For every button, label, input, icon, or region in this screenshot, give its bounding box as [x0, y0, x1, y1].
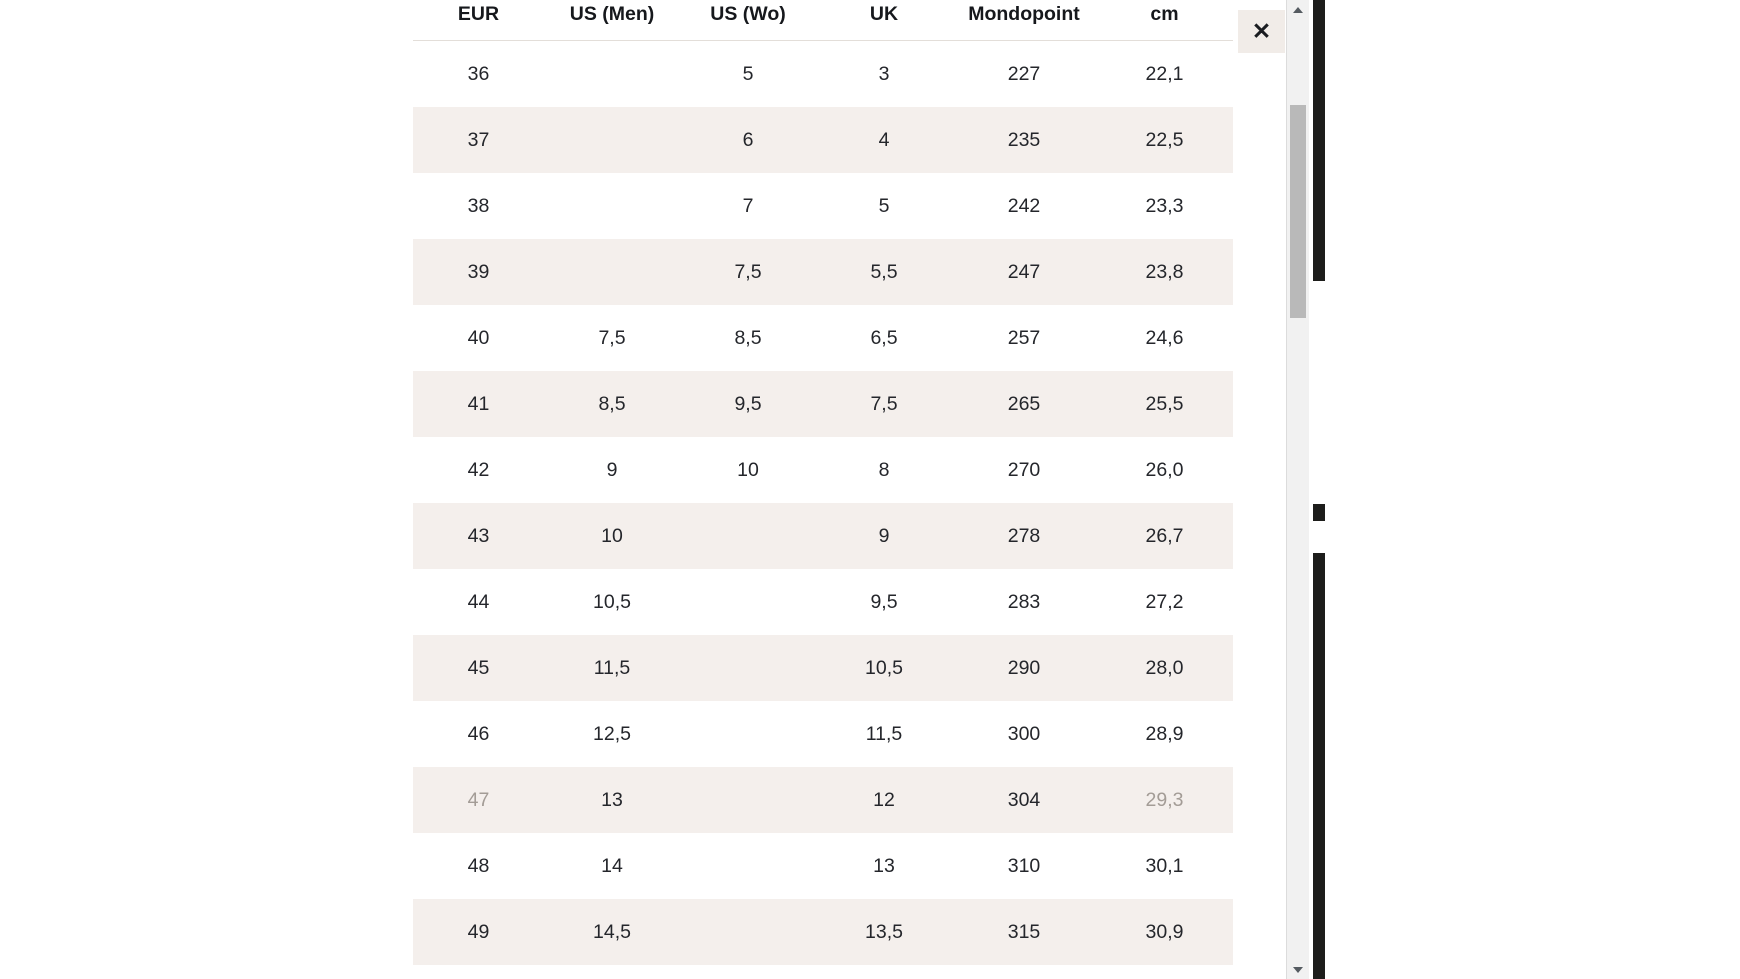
cell-eur: 48	[413, 833, 544, 899]
cell-cm: 22,1	[1096, 41, 1233, 108]
table-row	[413, 305, 1233, 371]
column-header-eur: EUR	[413, 0, 544, 41]
cell-us-men	[544, 107, 680, 173]
cell-uk: 12	[816, 767, 952, 833]
table-row	[413, 437, 1233, 503]
cell-us-men: 12,5	[544, 701, 680, 767]
cell-mondopoint: 257	[952, 305, 1096, 371]
table-row	[413, 173, 1233, 239]
page-background-right	[1313, 0, 1740, 979]
cell-us-men: 7,5	[544, 305, 680, 371]
close-dialog-button[interactable]	[1238, 10, 1285, 53]
cell-cm: 23,3	[1096, 173, 1233, 239]
cell-mondopoint: 304	[952, 767, 1096, 833]
table-row	[413, 239, 1233, 305]
cell-mondopoint: 278	[952, 503, 1096, 569]
cell-us-women: 10	[680, 437, 816, 503]
cell-us-men: 8,5	[544, 371, 680, 437]
cell-mondopoint: 270	[952, 437, 1096, 503]
table-row	[413, 503, 1233, 569]
cell-us-women: 9,5	[680, 371, 816, 437]
cell-eur: 40	[413, 305, 544, 371]
cell-uk: 9	[816, 503, 952, 569]
scroll-up-arrow-icon[interactable]	[1287, 0, 1309, 19]
cell-eur: 43	[413, 503, 544, 569]
cell-mondopoint: 227	[952, 41, 1096, 108]
cell-us-women: 5	[680, 41, 816, 108]
dialog-scrollbar[interactable]	[1286, 0, 1309, 979]
column-header-mondopoint: Mondopoint	[952, 0, 1096, 41]
cell-uk: 7,5	[816, 371, 952, 437]
cell-uk: 13	[816, 833, 952, 899]
table-header	[413, 0, 1233, 41]
cell-uk: 5	[816, 173, 952, 239]
cell-cm: 26,7	[1096, 503, 1233, 569]
scrollbar-thumb[interactable]	[1290, 105, 1306, 318]
cell-eur: 45	[413, 635, 544, 701]
cell-mondopoint: 265	[952, 371, 1096, 437]
cell-cm: 25,5	[1096, 371, 1233, 437]
size-chart-table-container	[413, 0, 1233, 965]
cell-mondopoint: 290	[952, 635, 1096, 701]
column-header-uk: UK	[816, 0, 952, 41]
cell-cm: 30,9	[1096, 899, 1233, 965]
cell-uk: 5,5	[816, 239, 952, 305]
cell-eur: 37	[413, 107, 544, 173]
size-conversion-table	[413, 0, 1233, 965]
cell-us-men: 11,5	[544, 635, 680, 701]
cell-us-men: 14,5	[544, 899, 680, 965]
cell-cm: 28,0	[1096, 635, 1233, 701]
cell-mondopoint: 235	[952, 107, 1096, 173]
table-row	[413, 767, 1233, 833]
cell-us-women: 7	[680, 173, 816, 239]
page-edge-band-gap-lower	[1313, 521, 1325, 553]
cell-uk: 10,5	[816, 635, 952, 701]
cell-eur: 36	[413, 41, 544, 108]
table-row	[413, 833, 1233, 899]
cell-us-men: 13	[544, 767, 680, 833]
cell-cm: 30,1	[1096, 833, 1233, 899]
cell-uk: 4	[816, 107, 952, 173]
cell-us-women: 8,5	[680, 305, 816, 371]
cell-uk: 8	[816, 437, 952, 503]
cell-eur: 46	[413, 701, 544, 767]
cell-eur: 44	[413, 569, 544, 635]
cell-uk: 6,5	[816, 305, 952, 371]
cell-cm: 28,9	[1096, 701, 1233, 767]
table-row	[413, 107, 1233, 173]
cell-uk: 13,5	[816, 899, 952, 965]
arrow-up-glyph	[1293, 7, 1303, 13]
column-header-us-women: US (Wo)	[680, 0, 816, 41]
cell-us-men: 14	[544, 833, 680, 899]
cell-us-women	[680, 767, 816, 833]
cell-cm: 24,6	[1096, 305, 1233, 371]
cell-us-women	[680, 503, 816, 569]
cell-cm: 22,5	[1096, 107, 1233, 173]
column-header-us-men: US (Men)	[544, 0, 680, 41]
cell-us-men	[544, 173, 680, 239]
cell-us-women	[680, 833, 816, 899]
table-row	[413, 41, 1233, 108]
cell-cm: 26,0	[1096, 437, 1233, 503]
cell-cm: 23,8	[1096, 239, 1233, 305]
close-icon: ✕	[1251, 18, 1272, 44]
cell-mondopoint: 310	[952, 833, 1096, 899]
cell-cm: 29,3	[1096, 767, 1233, 833]
table-row	[413, 569, 1233, 635]
cell-us-men: 9	[544, 437, 680, 503]
table-body	[413, 41, 1233, 966]
table-row	[413, 899, 1233, 965]
scroll-down-arrow-icon[interactable]	[1287, 960, 1309, 979]
table-row	[413, 371, 1233, 437]
cell-us-men	[544, 239, 680, 305]
cell-mondopoint: 283	[952, 569, 1096, 635]
cell-eur: 47	[413, 767, 544, 833]
cell-eur: 39	[413, 239, 544, 305]
cell-us-men	[544, 41, 680, 108]
cell-us-women	[680, 569, 816, 635]
arrow-down-glyph	[1293, 967, 1303, 973]
cell-eur: 42	[413, 437, 544, 503]
cell-us-women	[680, 635, 816, 701]
cell-mondopoint: 315	[952, 899, 1096, 965]
cell-mondopoint: 242	[952, 173, 1096, 239]
cell-us-women: 6	[680, 107, 816, 173]
table-row	[413, 701, 1233, 767]
cell-eur: 38	[413, 173, 544, 239]
cell-eur: 41	[413, 371, 544, 437]
cell-mondopoint: 247	[952, 239, 1096, 305]
cell-uk: 3	[816, 41, 952, 108]
table-header-row	[413, 0, 1233, 41]
cell-us-men: 10	[544, 503, 680, 569]
table-row	[413, 635, 1233, 701]
column-header-cm: cm	[1096, 0, 1233, 41]
cell-us-women: 7,5	[680, 239, 816, 305]
cell-uk: 11,5	[816, 701, 952, 767]
page-edge-band	[1313, 0, 1325, 979]
cell-eur: 49	[413, 899, 544, 965]
cell-us-women	[680, 701, 816, 767]
cell-mondopoint: 300	[952, 701, 1096, 767]
cell-us-men: 10,5	[544, 569, 680, 635]
cell-cm: 27,2	[1096, 569, 1233, 635]
cell-uk: 9,5	[816, 569, 952, 635]
page-edge-band-gap-upper	[1313, 281, 1325, 504]
cell-us-women	[680, 899, 816, 965]
